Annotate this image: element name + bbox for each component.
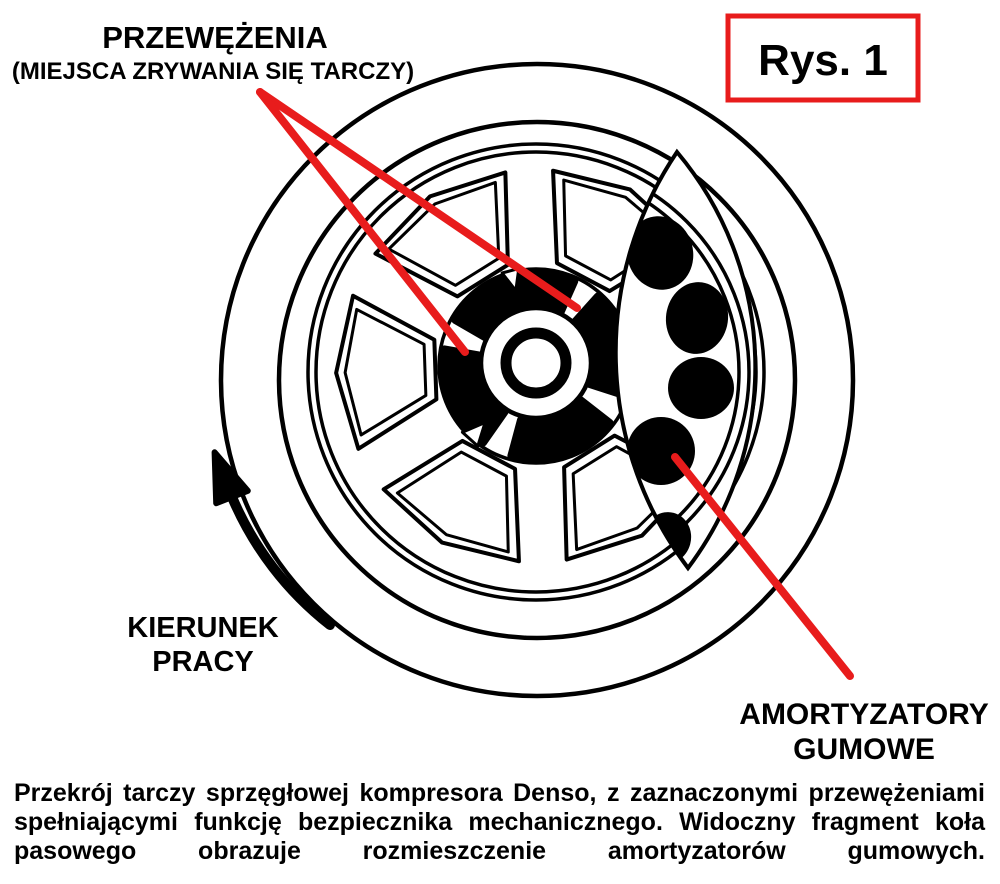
constrictions-title: PRZEWĘŻENIA	[102, 20, 328, 55]
caption-line-1: Przekrój tarczy sprzęgłowej kompresora Denso, z zaznaczonymi przewężeniami	[14, 779, 985, 807]
figure-number-box	[728, 16, 918, 100]
figure-number-label: Rys. 1	[758, 36, 888, 85]
dampers-label-line1: AMORTYZATORY	[739, 698, 989, 731]
dampers-label-line2: GUMOWE	[793, 733, 935, 766]
hub-assembly	[439, 269, 633, 464]
caption-line-2: spełniającymi funkcję bezpiecznika mechanicznego. Widoczny fragment koła	[14, 808, 985, 836]
caption-line-3: pasowego obrazuje rozmieszczenie amortyzatorów gumowych.	[14, 837, 985, 865]
hub-shaft-hole	[512, 339, 560, 387]
figure-caption	[14, 779, 985, 866]
rotation-label-line2: PRACY	[152, 646, 254, 678]
constrictions-subtitle: (MIEJSCA ZRYWANIA SIĘ TARCZY)	[11, 58, 415, 85]
rotation-label-line1: KIERUNEK	[127, 612, 279, 644]
